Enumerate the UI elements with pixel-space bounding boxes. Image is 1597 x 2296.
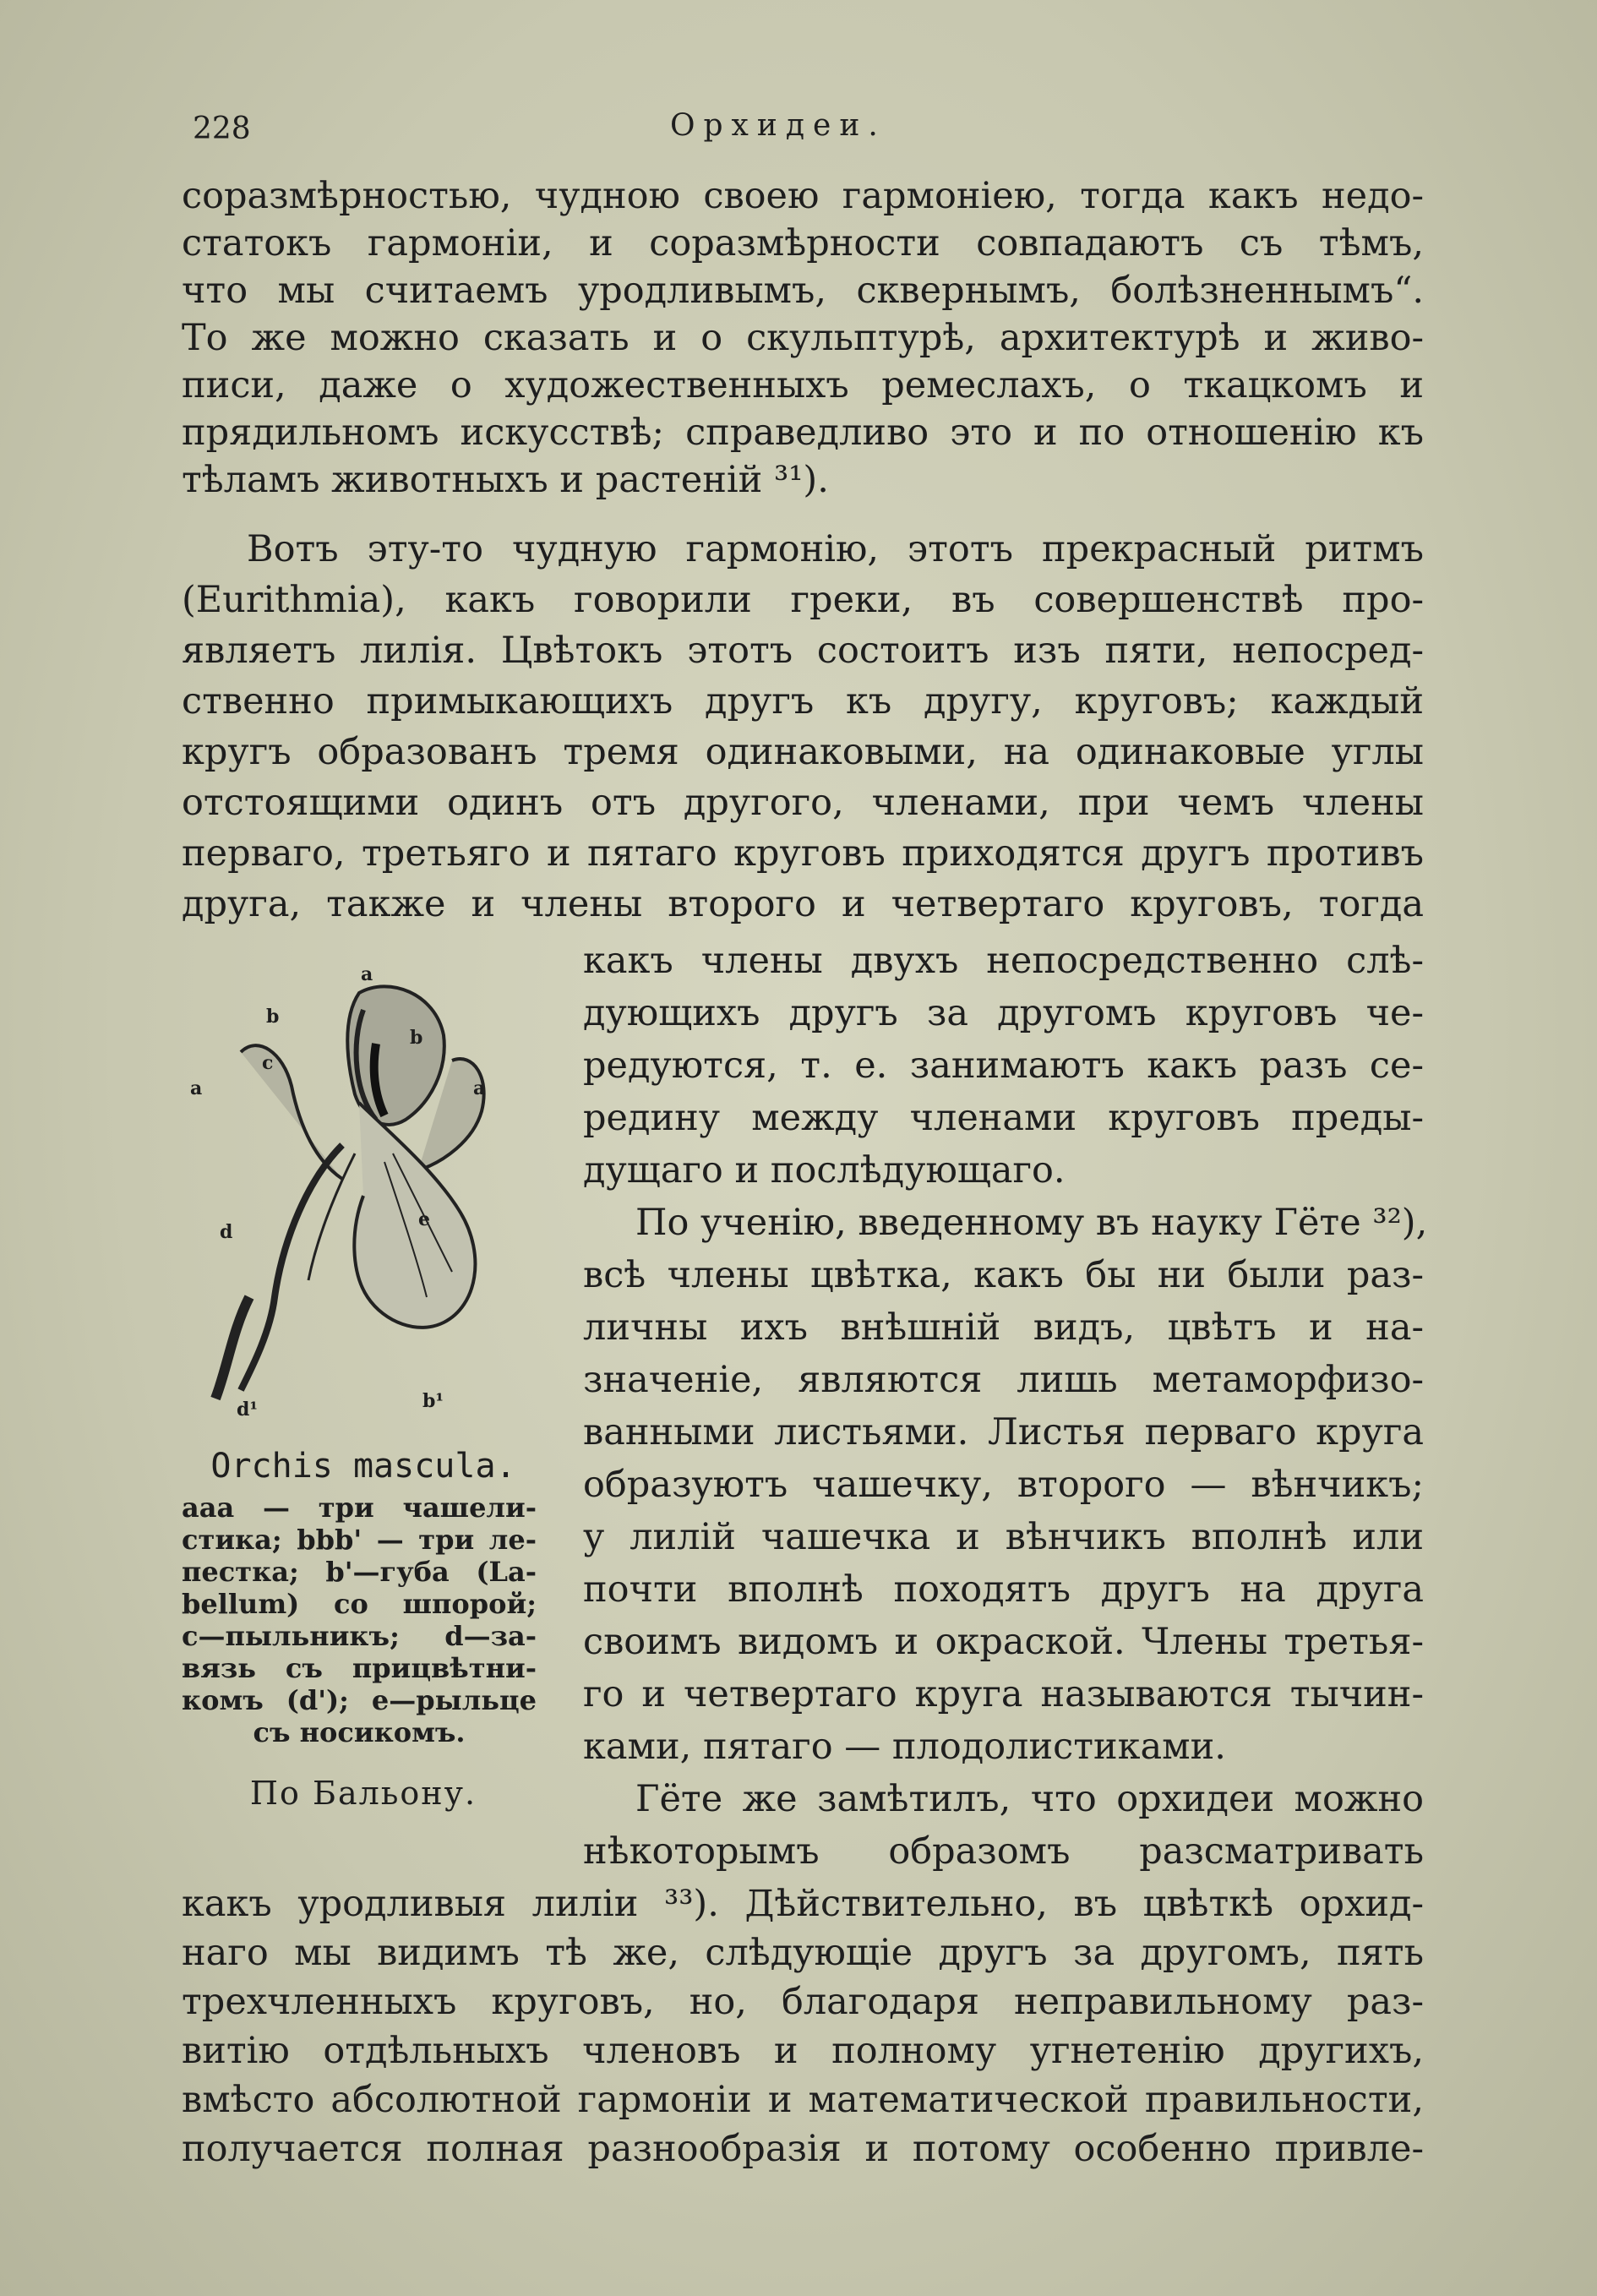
text-line: значеніе, являются лишь метаморфизо- <box>583 1359 1424 1401</box>
label-e: e <box>418 1208 430 1230</box>
text-line: кругъ образованъ тремя одинаковыми, на одинаковые углы <box>182 731 1424 773</box>
text-line: своимъ видомъ и окраской. Члены третья- <box>583 1621 1424 1663</box>
text-line: какъ уродливыя лиліи ³³). Дѣйствительно, въ цвѣткѣ орхид- <box>182 1883 1424 1925</box>
label-a-top: a <box>361 963 373 985</box>
figure-caption-line: пестка; b'—губа (La- <box>182 1556 537 1588</box>
text-line: являетъ лилія. Цвѣтокъ этотъ состоитъ изъ пяти, непосред- <box>182 630 1424 672</box>
text-line: что мы считаемъ уродливымъ, сквернымъ, болѣзненнымъ“. <box>182 270 1424 312</box>
text-line: отстоящими одинъ отъ другого, членами, при чемъ члены <box>182 782 1424 824</box>
text-line: вмѣсто абсолютной гармоніи и математической правильности, <box>182 2079 1424 2121</box>
text-line: дущаго и послѣдующаго. <box>583 1149 1066 1192</box>
label-d1: d¹ <box>237 1399 259 1421</box>
figure-caption-line: стика; bbb' — три ле- <box>182 1524 537 1556</box>
text-line: какъ члены двухъ непосредственно слѣ- <box>583 940 1424 982</box>
text-line: редину между членами круговъ преды- <box>583 1097 1424 1139</box>
text-line: писи, даже о художественныхъ ремеслахъ, о ткацкомъ и <box>182 364 1424 406</box>
text-line: нѣкоторымъ образомъ разсматривать <box>583 1830 1424 1873</box>
text-line: трехчленныхъ круговъ, но, благодаря неправильному раз- <box>182 1981 1424 2023</box>
text-line: прядильномъ искусствѣ; справедливо это и по отношенію къ <box>182 412 1424 454</box>
label-b1: b¹ <box>422 1390 444 1412</box>
orchid-drawing <box>182 959 553 1432</box>
text-line: всѣ члены цвѣтка, какъ бы ни были раз- <box>583 1254 1424 1296</box>
text-line: Гёте же замѣтилъ, что орхидеи можно <box>635 1778 1424 1820</box>
text-line: перваго, третьяго и пятаго круговъ приходятся другъ противъ <box>182 832 1424 875</box>
text-line: почти вполнѣ походятъ другъ на друга <box>583 1568 1424 1611</box>
label-b-left: b <box>266 1006 280 1028</box>
orchis-illustration <box>182 959 553 1432</box>
text-line: редуются, т. е. занимаютъ какъ разъ се- <box>583 1044 1424 1087</box>
text-line: ванными листьями. Листья перваго круга <box>583 1411 1424 1453</box>
figure-caption-line: bellum) со шпорой; <box>182 1588 537 1620</box>
page-header <box>193 103 1426 154</box>
text-line: ственно примыкающихъ другъ къ другу, круговъ; каждый <box>182 680 1424 723</box>
text-line: соразмѣрностью, чудною своею гармоніею, тогда какъ недо- <box>182 175 1424 217</box>
figure-caption-line: вязь съ прицвѣтни- <box>182 1652 537 1684</box>
text-line: тѣламъ животныхъ и растеній ³¹). <box>182 459 829 501</box>
text-line: Вотъ эту-то чудную гармонію, этотъ прекрасный ритмъ <box>247 528 1424 570</box>
text-line: То же можно сказать и о скульптурѣ, архитектурѣ и живо- <box>182 317 1424 359</box>
page-number: 228 <box>193 112 251 146</box>
text-line: витію отдѣльныхъ членовъ и полному угнетенію другихъ, <box>182 2030 1424 2072</box>
text-line: друга, также и члены второго и четвертаго круговъ, тогда <box>182 883 1424 925</box>
label-a-left: a <box>190 1077 203 1099</box>
text-line: ками, пятаго — плодолистиками. <box>583 1726 1226 1768</box>
label-a-right: a <box>473 1077 486 1099</box>
text-line: у лилій чашечка и вѣнчикъ вполнѣ или <box>583 1516 1424 1558</box>
text-line: личны ихъ внѣшній видъ, цвѣтъ и на- <box>583 1306 1424 1349</box>
text-line: образуютъ чашечку, второго — вѣнчикъ; <box>583 1464 1424 1506</box>
text-line: получается полная разнообразія и потому особенно привле- <box>182 2128 1424 2170</box>
figure-credit: По Бальону. <box>249 1775 477 1812</box>
label-b-right: b <box>410 1027 423 1049</box>
figure-caption-title: Orchis mascula. <box>210 1447 516 1486</box>
text-line: статокъ гармоніи, и соразмѣрности совпадаютъ съ тѣмъ, <box>182 222 1424 265</box>
text-line: наго мы видимъ тѣ же, слѣдующіе другъ за другомъ, пять <box>182 1932 1424 1974</box>
text-line: (Eurithmia), какъ говорили греки, въ совершенствѣ про- <box>182 579 1424 621</box>
figure-caption-line: aaa — три чашели- <box>182 1492 537 1524</box>
text-line: дующихъ другъ за другомъ круговъ че- <box>583 992 1424 1034</box>
figure-caption-line: c—пыльникъ; d—за- <box>182 1620 537 1652</box>
label-d: d <box>220 1221 233 1243</box>
text-line: го и четвертаго круга называются тычин- <box>583 1673 1424 1715</box>
text-line: По ученію, введенному въ науку Гёте ³²), <box>635 1202 1428 1244</box>
label-c: c <box>262 1052 274 1074</box>
figure-caption-line: съ носикомъ. <box>253 1716 466 1748</box>
figure-caption-line: комъ (d'); e—рыльце <box>182 1684 537 1716</box>
running-title: Орхидеи. <box>670 108 886 143</box>
